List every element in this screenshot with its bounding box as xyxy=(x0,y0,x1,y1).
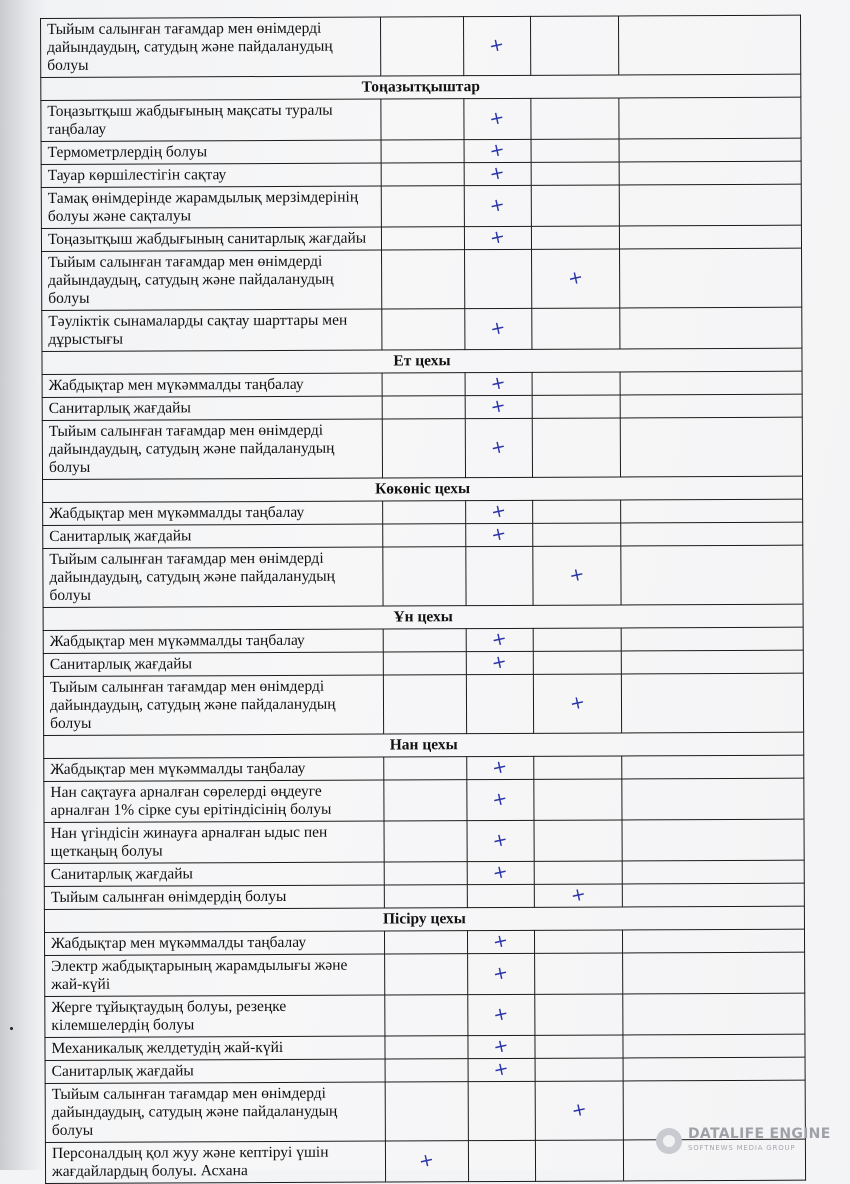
empty-cell xyxy=(385,1036,468,1059)
plus-mark: + xyxy=(491,929,511,954)
empty-cell xyxy=(468,1140,535,1181)
criterion-text: Санитарлық жағдайы xyxy=(44,862,384,886)
criterion-text: Механикалық желдетудің жай-күйі xyxy=(45,1036,385,1060)
check-mark-cell xyxy=(467,779,534,820)
empty-cell xyxy=(531,98,619,139)
check-mark-cell xyxy=(463,16,530,75)
plus-mark: + xyxy=(489,499,509,524)
check-mark-cell xyxy=(464,162,531,185)
empty-cell xyxy=(533,500,621,523)
plus-mark: + xyxy=(488,371,509,396)
plus-mark: + xyxy=(491,1057,512,1082)
empty-cell xyxy=(535,1058,623,1081)
page-fold-shadow xyxy=(0,0,46,1170)
criterion-text: Жабдықтар мен мүкəммалды таңбалау xyxy=(43,501,383,525)
empty-cell xyxy=(466,546,533,605)
table-row xyxy=(41,15,801,77)
table-row xyxy=(44,929,804,955)
section-title: Пісіру цехы xyxy=(44,906,804,932)
empty-cell xyxy=(619,97,801,139)
empty-cell xyxy=(383,524,466,547)
plus-mark: + xyxy=(490,828,511,853)
section-row xyxy=(42,348,802,374)
plus-mark: + xyxy=(488,316,508,341)
check-mark-cell xyxy=(465,308,532,349)
empty-cell xyxy=(534,779,622,820)
section-row xyxy=(44,732,804,758)
plus-mark: + xyxy=(488,193,508,218)
check-mark-cell xyxy=(466,500,533,523)
criterion-text: Жабдықтар мен мүкəммалды таңбалау xyxy=(43,629,383,653)
empty-cell xyxy=(622,860,804,884)
empty-cell xyxy=(535,1140,623,1181)
empty-cell xyxy=(533,523,621,546)
criterion-text: Тоңазытқыш жабдығының мақсаты туралы таңбалау xyxy=(41,99,381,141)
table-row xyxy=(45,1034,805,1060)
empty-cell xyxy=(465,249,532,308)
plus-mark: + xyxy=(487,138,508,163)
plus-mark: + xyxy=(567,691,587,716)
plus-mark: + xyxy=(488,394,509,419)
check-mark-cell xyxy=(464,139,531,162)
empty-cell xyxy=(383,501,466,524)
table-row xyxy=(44,819,804,863)
empty-cell xyxy=(533,628,621,651)
empty-cell xyxy=(622,883,804,907)
check-mark-cell xyxy=(464,98,531,139)
empty-cell xyxy=(532,308,620,349)
datalife-logo-icon xyxy=(656,1128,682,1154)
section-title: Ет цехы xyxy=(42,348,802,374)
empty-cell xyxy=(620,248,802,308)
criterion-text: Тоңазытқыш жабдығының санитарлық жағдайы xyxy=(41,227,381,251)
table-row xyxy=(44,883,804,909)
table-row xyxy=(45,952,805,996)
table-row xyxy=(44,778,804,822)
empty-cell xyxy=(381,140,464,163)
table-row xyxy=(41,225,801,251)
criterion-text: Тыйым салынған тағамдар мен өнімдерді дайындаудың, сатудың және пайдаланудың болуы xyxy=(43,547,383,607)
empty-cell xyxy=(621,499,803,523)
criterion-text: Санитарлық жағдайы xyxy=(42,396,382,420)
plus-mark: + xyxy=(491,1034,511,1059)
empty-cell xyxy=(383,547,466,606)
check-mark-cell xyxy=(532,249,620,308)
check-mark-cell xyxy=(464,226,531,249)
empty-cell xyxy=(621,650,803,674)
plus-mark: + xyxy=(491,961,511,986)
criterion-text: Тауар көршілестігін сақтау xyxy=(41,163,381,187)
criterion-text: Тыйым салынған тағамдар мен өнімдерді дайындаудың, сатудың және пайдаланудың болуы xyxy=(43,675,383,735)
empty-cell xyxy=(382,373,465,396)
empty-cell xyxy=(622,755,804,779)
empty-cell xyxy=(534,820,622,861)
plus-mark: + xyxy=(489,522,509,547)
empty-cell xyxy=(384,931,467,954)
table-row xyxy=(41,184,801,228)
watermark-title: DATALIFE ENGINE xyxy=(688,1126,831,1142)
criterion-text: Тыйым салынған тағамдар мен өнімдерді дайындаудың, сатудың және пайдаланудың болуы xyxy=(42,419,382,479)
table-row xyxy=(44,860,804,886)
table-row xyxy=(41,161,801,187)
empty-cell xyxy=(383,652,466,675)
empty-cell xyxy=(384,821,467,862)
check-mark-cell xyxy=(468,1058,535,1081)
empty-cell xyxy=(385,1059,468,1082)
checklist-table xyxy=(40,15,806,1184)
check-mark-cell xyxy=(385,1141,468,1182)
check-mark-cell xyxy=(534,884,622,907)
table-row xyxy=(42,371,802,397)
plus-mark: + xyxy=(567,563,587,588)
table-row xyxy=(45,993,805,1037)
empty-cell xyxy=(532,395,620,418)
empty-cell xyxy=(620,417,802,477)
criterion-text: Персоналдың қол жуу және кептіруі үшін жағдайлардың болуы. Асхана xyxy=(45,1141,385,1183)
section-row xyxy=(43,476,803,502)
table-row xyxy=(42,307,802,351)
empty-cell xyxy=(618,15,800,75)
empty-cell xyxy=(532,372,620,395)
plus-mark: + xyxy=(490,650,510,675)
plus-mark: + xyxy=(490,787,510,812)
table-row xyxy=(41,97,801,141)
check-mark-cell xyxy=(468,994,535,1035)
check-mark-cell xyxy=(533,674,621,733)
empty-cell xyxy=(534,861,622,884)
empty-cell xyxy=(383,629,466,652)
empty-cell xyxy=(622,929,804,953)
empty-cell xyxy=(619,138,801,162)
plus-mark: + xyxy=(568,883,588,908)
empty-cell xyxy=(623,993,805,1035)
criterion-text: Тыйым салынған тағамдар мен өнімдерді дайындаудың, сатудың және пайдаланудың болуы xyxy=(45,1082,385,1142)
plus-mark: + xyxy=(565,266,586,291)
empty-cell xyxy=(382,250,465,309)
empty-cell xyxy=(381,163,464,186)
table-row xyxy=(41,138,801,164)
section-title: Ұн цехы xyxy=(43,604,803,630)
plus-mark: + xyxy=(487,161,508,186)
empty-cell xyxy=(385,995,468,1036)
table-row xyxy=(43,545,803,607)
empty-cell xyxy=(384,757,467,780)
plus-mark: + xyxy=(490,755,510,780)
empty-cell xyxy=(531,162,619,185)
punch-dot xyxy=(10,1027,13,1030)
criterion-text: Нан үгіндісін жинауға арналған ыдыс пен щеткаңың болуы xyxy=(44,821,384,863)
empty-cell xyxy=(380,17,463,76)
empty-cell xyxy=(382,396,465,419)
criterion-text: Тәуліктік сынамаларды сақтау шарттары мен дұрыстығы xyxy=(42,309,382,351)
criterion-text: Тыйым салынған тағамдар мен өнімдерді дайындаудың, сатудың және пайдаланудың болуы xyxy=(42,250,382,310)
criterion-text: Жабдықтар мен мүкəммалды таңбалау xyxy=(44,931,384,955)
check-mark-cell xyxy=(466,523,533,546)
check-mark-cell xyxy=(467,756,534,779)
table-row xyxy=(43,673,803,735)
empty-cell xyxy=(623,1034,805,1058)
empty-cell xyxy=(534,756,622,779)
empty-cell xyxy=(532,418,620,477)
check-mark-cell xyxy=(466,628,533,651)
empty-cell xyxy=(381,99,464,140)
empty-cell xyxy=(620,394,802,418)
empty-cell xyxy=(381,227,464,250)
table-row xyxy=(43,627,803,653)
empty-cell xyxy=(621,522,803,546)
table-row xyxy=(43,650,803,676)
check-mark-cell xyxy=(466,651,533,674)
empty-cell xyxy=(535,953,623,994)
section-row xyxy=(41,74,801,100)
check-mark-cell xyxy=(465,418,532,477)
check-mark-cell xyxy=(468,1035,535,1058)
plus-mark: + xyxy=(491,860,511,885)
empty-cell xyxy=(381,186,464,227)
empty-cell xyxy=(533,651,621,674)
empty-cell xyxy=(468,1081,535,1140)
section-row xyxy=(44,906,804,932)
criterion-text: Термометрлердің болуы xyxy=(41,140,381,164)
check-mark-cell xyxy=(464,185,531,226)
empty-cell xyxy=(382,309,465,350)
empty-cell xyxy=(622,819,804,861)
criterion-text: Санитарлық жағдайы xyxy=(45,1059,385,1083)
empty-cell xyxy=(467,884,534,907)
empty-cell xyxy=(534,930,622,953)
criterion-text: Тыйым салынған тағамдар мен өнімдерді дайындаудың, сатудың және пайдаланудың болуы xyxy=(41,17,381,77)
empty-cell xyxy=(619,184,801,226)
empty-cell xyxy=(623,1057,805,1081)
empty-cell xyxy=(531,226,619,249)
table-row xyxy=(44,755,804,781)
plus-mark: + xyxy=(488,225,508,250)
check-mark-cell xyxy=(535,1081,623,1140)
table-row xyxy=(42,248,802,310)
criterion-text: Санитарлық жағдайы xyxy=(43,524,383,548)
empty-cell xyxy=(531,139,619,162)
empty-cell xyxy=(619,225,801,249)
criterion-text: Тыйым салынған өнімдердің болуы xyxy=(44,885,384,909)
criterion-text: Тамақ өнімдерінде жарамдылық мерзімдерінің болуы және сақталуы xyxy=(41,186,381,228)
check-mark-cell xyxy=(467,820,534,861)
table-row xyxy=(42,417,802,479)
check-mark-cell xyxy=(465,372,532,395)
criterion-text: Санитарлық жағдайы xyxy=(43,652,383,676)
watermark-logo xyxy=(656,1126,831,1156)
section-title: Тоңазытқыштар xyxy=(41,74,801,100)
empty-cell xyxy=(384,862,467,885)
check-mark-cell xyxy=(465,395,532,418)
criterion-text: Жабдықтар мен мүкəммалды таңбалау xyxy=(42,373,382,397)
table-row xyxy=(42,394,802,420)
section-row xyxy=(43,604,803,630)
plus-mark: + xyxy=(487,33,507,58)
empty-cell xyxy=(621,627,803,651)
table-row xyxy=(45,1057,805,1083)
check-mark-cell xyxy=(467,861,534,884)
plus-mark: + xyxy=(490,627,510,652)
empty-cell xyxy=(622,778,804,820)
section-title: Көкөніс цехы xyxy=(43,476,803,502)
plus-mark: + xyxy=(417,1148,437,1173)
empty-cell xyxy=(621,545,803,605)
empty-cell xyxy=(620,371,802,395)
empty-cell xyxy=(619,161,801,185)
plus-mark: + xyxy=(569,1098,589,1123)
empty-cell xyxy=(384,885,467,908)
empty-cell xyxy=(385,954,468,995)
check-mark-cell xyxy=(533,546,621,605)
plus-mark: + xyxy=(491,1002,511,1027)
criterion-text: Жабдықтар мен мүкəммалды таңбалау xyxy=(44,757,384,781)
check-mark-cell xyxy=(467,930,534,953)
empty-cell xyxy=(530,16,618,75)
criterion-text: Нан сақтауға арналған сөрелерді өңдеуге арналған 1% сірке суы ерітіндісінің болуы xyxy=(44,780,384,822)
plus-mark: + xyxy=(489,435,509,460)
table-row xyxy=(43,499,803,525)
empty-cell xyxy=(535,994,623,1035)
table-row xyxy=(43,522,803,548)
empty-cell xyxy=(531,185,619,226)
empty-cell xyxy=(535,1035,623,1058)
empty-cell xyxy=(384,780,467,821)
check-mark-cell xyxy=(468,953,535,994)
empty-cell xyxy=(623,952,805,994)
empty-cell xyxy=(620,307,802,349)
watermark-subtitle: SOFTNEWS MEDIA GROUP xyxy=(688,1144,796,1152)
criterion-text: Электр жабдықтарының жарамдылығы және жай-күйі xyxy=(45,954,385,996)
empty-cell xyxy=(382,419,465,478)
empty-cell xyxy=(383,675,466,734)
empty-cell xyxy=(466,674,533,733)
checklist-body xyxy=(41,15,806,1183)
section-title: Нан цехы xyxy=(44,732,804,758)
plus-mark: + xyxy=(487,106,507,131)
empty-cell xyxy=(385,1082,468,1141)
empty-cell xyxy=(621,673,803,733)
criterion-text: Жерге тұйықтаудың болуы, резеңке кілемшелердің болуы xyxy=(45,995,385,1037)
